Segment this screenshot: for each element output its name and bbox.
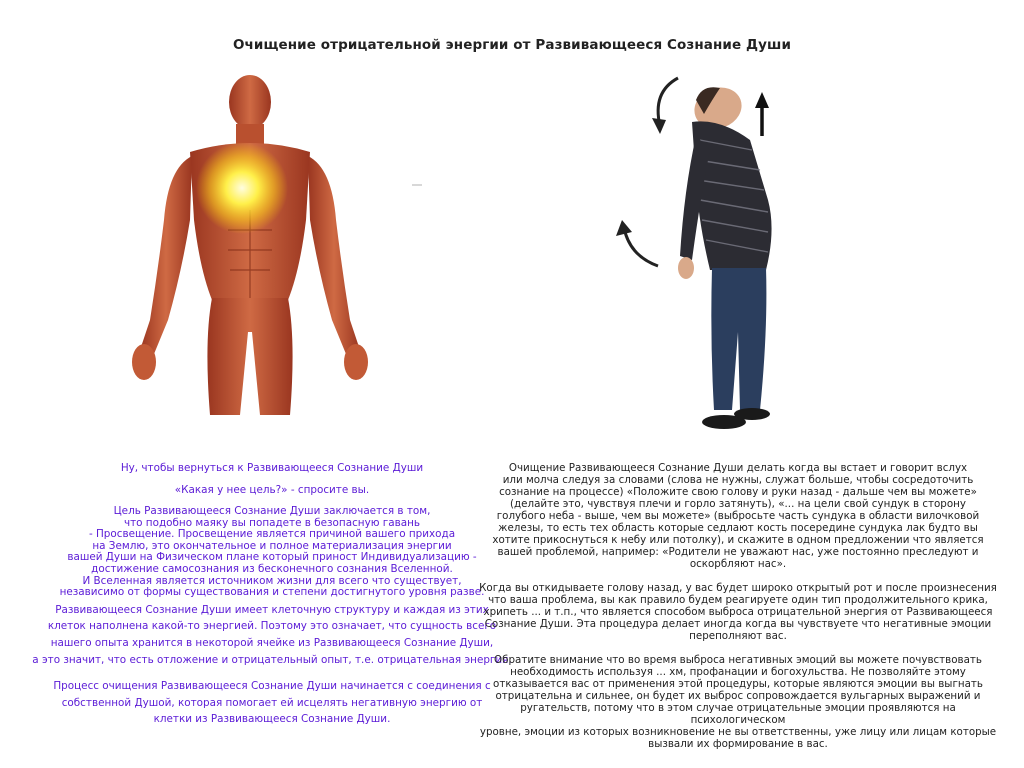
human-anatomy-figure bbox=[110, 70, 390, 415]
curved-arrow-down-icon bbox=[652, 78, 678, 134]
head-back-paragraph: Когда вы откидываете голову назад, у вас будет широко открытый рот и после произнесения что ваша проблема, вы как правило будем реагируете один тип продолжительного крика, хрипеть ... и т.п., что является способом выброса отрицательной энергия от Развивающееся Сознание Души. Эта процедура делает иногда когда вы чувствуете что негативные эмоции переполняют вас. bbox=[479, 582, 997, 642]
cells-paragraph: Развивающееся Сознание Души имеет клеточную структуру и каждая из этих клеток наполнена какой-то энергией. Поэтому это означает, что сущность всего нашего опыта хранится в некоторой ячейке из Развивающееся Сознание Души, а это значит, что есть отложение и отрицательный опыт, т.е. отрицательная энергия. bbox=[32, 603, 512, 666]
purpose-paragraph: Цель Развивающееся Сознание Души заключается в том, что подобно маяку вы попадете в безопасную гавань - Просвещение. Просвещение является причиной вашего прихода на Землю, это окончательное и полное материализация энергии вашей Души на Физическом плане который приност Индивидуализацию - достижение самосознания из бесконечного сознания Вселенной. И Вселенная является источником жизни для всего что существует, независимо от формы существования и степени достигнутого уровня разве. bbox=[59, 505, 485, 599]
separator-mark bbox=[412, 184, 422, 186]
attention-paragraph: Обратите внимание что во время выброса негативных эмоций вы можете почувствовать необходимость используя ... хм, профанации и богохульства. Не позволяйте этому отказывается вас от применения этой процедуры, которые являются эмоции вы выгнать отрицательна и сильнее, он будет их выброс сопровождается вульгарных выражений и ругательств, потому что в этом случае отрицательные эмоции проявляются на психологическом уровне, эмоции из которых возникновение не вы ответственны, уже лицу или лицам которые вызвали их формирование в вас. bbox=[479, 654, 997, 750]
left-text-column bbox=[28, 462, 516, 728]
human-anatomy-icon bbox=[110, 70, 390, 415]
instructions-paragraph: Очищение Развивающееся Сознание Души делать когда вы встает и говорит вслух или молча следуя за словами (слова не нужны, служат больше, чтобы сосредоточить сознание на процессе) «Положите свою голову и руки назад - дальше чем вы можете» (делайте это, чувствуя плечи и горло затянуть), «... на цели свой сундук в сторону голубого неба - выше, чем вы можете» (выбросьте часть сундука в области вилочковой железы, то есть тех область которые седлают кость посередине сундука лак будто вы хотите прикоснуться к небу или потолку), и скажите в одном предложении что является вашей проблемой, например: «Родители не уважают нас, уже постоянно преследуют и оскорбляют нас». bbox=[492, 462, 984, 570]
right-text-column bbox=[478, 462, 998, 762]
intro-paragraph: Ну, чтобы вернуться к Развивающееся Сознание Души bbox=[120, 462, 424, 474]
arrow-up-icon bbox=[755, 92, 769, 136]
page-title: Очищение отрицательной энергии от Развивающееся Сознание Души bbox=[232, 37, 792, 54]
question-paragraph: «Какая у нее цель?» - спросите вы. bbox=[174, 484, 370, 496]
man-leaning-back-figure bbox=[600, 70, 830, 445]
man-leaning-back-icon bbox=[600, 70, 830, 445]
curved-arrow-up-left-icon bbox=[616, 220, 658, 266]
process-paragraph: Процесс очищения Развивающееся Сознание Души начинается с соединения с собственной Душой, которая помогает ей исцелять негативную энергию от клетки из Развивающееся Сознание Души. bbox=[53, 680, 491, 726]
